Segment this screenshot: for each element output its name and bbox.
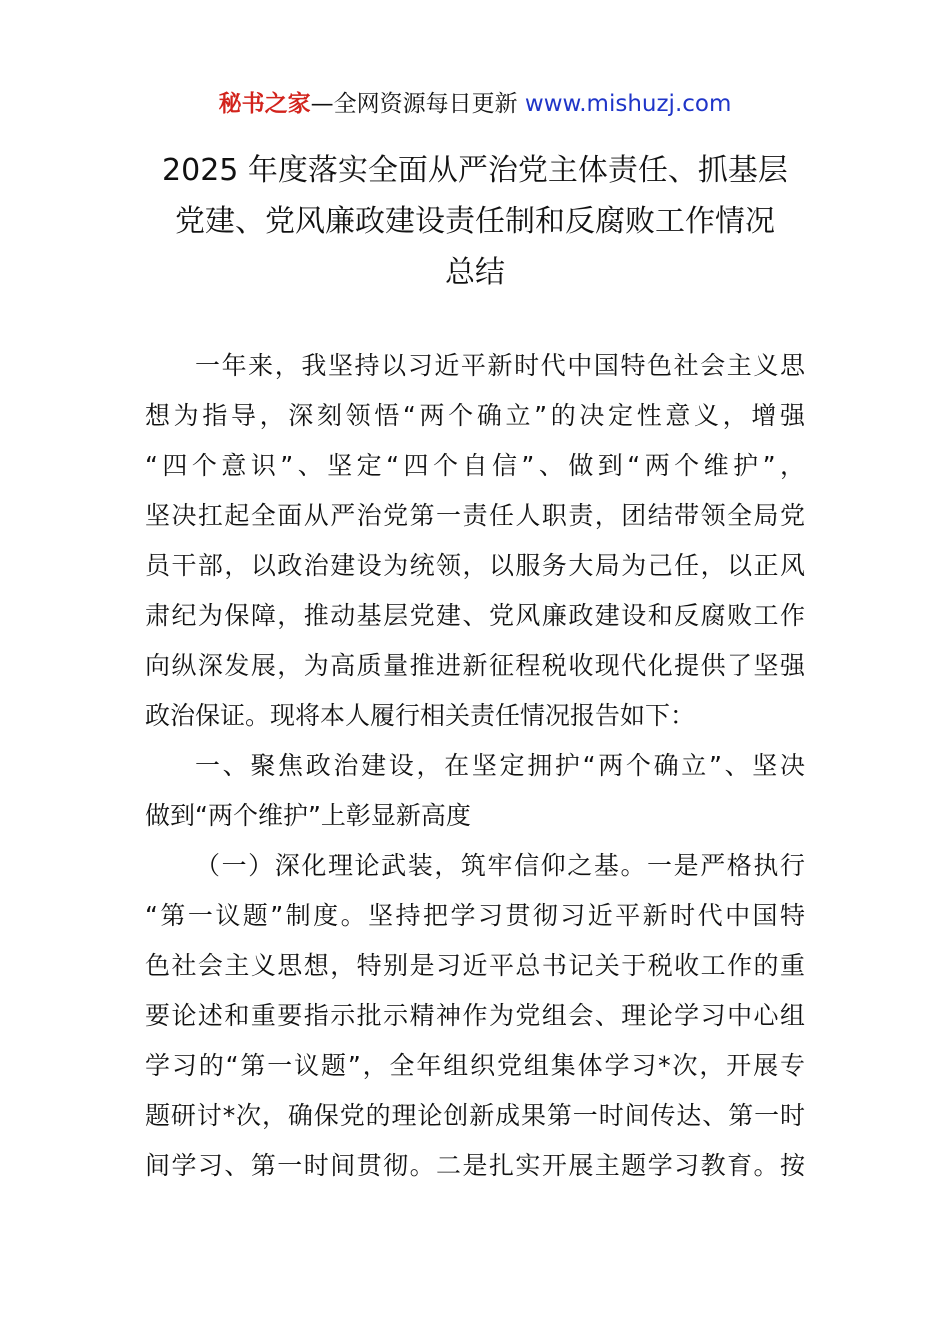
body-line: 坚决扛起全面从严治党第一责任人职责，团结带领全局党: [145, 501, 805, 530]
title-line: 党建、党风廉政建设责任制和反腐败工作情况: [175, 204, 775, 239]
section-heading-line: 一、聚焦政治建设，在坚定拥护“两个确立”、坚决: [195, 751, 805, 780]
body-line: 肃纪为保障，推动基层党建、党风廉政建设和反腐败工作: [145, 601, 805, 630]
body-line: 学习的“第一议题”，全年组织党组集体学习*次，开展专: [145, 1051, 805, 1080]
section-heading-line: 做到“两个维护”上彰显新高度: [145, 801, 471, 830]
body-line: 一年来，我坚持以习近平新时代中国特色社会主义思: [195, 351, 805, 380]
site-banner: [0, 86, 950, 122]
body-line: 色社会主义思想，特别是习近平总书记关于税收工作的重: [145, 951, 805, 980]
body-line: 想为指导，深刻领悟“两个确立”的决定性意义，增强: [145, 401, 805, 430]
body-line: 间学习、第一时间贯彻。二是扎实开展主题学习教育。按: [145, 1151, 805, 1180]
document-title: [0, 145, 950, 298]
banner-tagline: —全网资源每日更新: [310, 91, 525, 117]
brand-name: 秘书之家: [218, 91, 311, 117]
body-line: 要论述和重要指示批示精神作为党组会、理论学习中心组: [145, 1001, 805, 1030]
body-line: 政治保证。现将本人履行相关责任情况报告如下：: [145, 701, 696, 730]
site-url-link[interactable]: www.mishuzj.com: [524, 91, 732, 117]
body-line: 员干部，以政治建设为统领，以服务大局为己任，以正风: [145, 551, 805, 580]
title-line: 总结: [445, 255, 505, 290]
body-line: 题研讨*次，确保党的理论创新成果第一时间传达、第一时: [145, 1101, 805, 1130]
body-line: “四个意识”、坚定“四个自信”、做到“两个维护”，: [145, 451, 805, 480]
body-line: （一）深化理论武装，筑牢信仰之基。一是严格执行: [195, 851, 805, 880]
title-line: 2025 年度落实全面从严治党主体责任、抓基层: [162, 153, 788, 188]
body-line: “第一议题”制度。坚持把学习贯彻习近平新时代中国特: [145, 901, 805, 930]
body-line: 向纵深发展，为高质量推进新征程税收现代化提供了坚强: [145, 651, 805, 680]
